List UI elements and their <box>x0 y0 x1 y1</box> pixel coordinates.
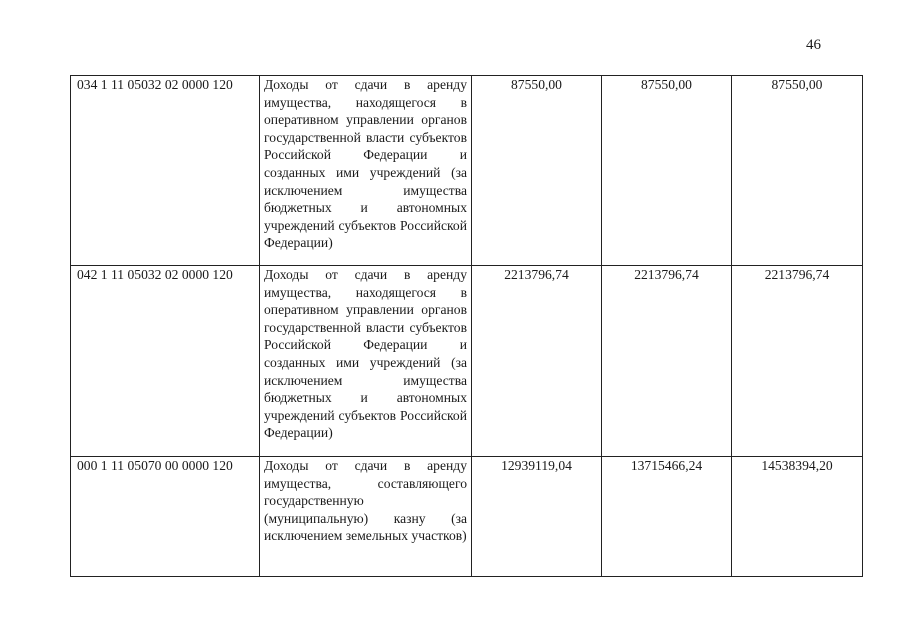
value-cell-3: 87550,00 <box>732 76 863 266</box>
value-cell-3: 14538394,20 <box>732 457 863 577</box>
budget-code-cell: 034 1 11 05032 02 0000 120 <box>71 76 260 266</box>
description-cell <box>260 457 472 577</box>
value-cell-2: 13715466,24 <box>602 457 732 577</box>
description-text: Доходы от сдачи в аренду имущества, составляющего государственную (муниципальную) казну (за исключением земельных участков) <box>264 458 467 544</box>
table-row <box>71 457 863 577</box>
value-cell-3: 2213796,74 <box>732 266 863 457</box>
value-cell-1: 2213796,74 <box>472 266 602 457</box>
page-number: 46 <box>806 37 821 53</box>
table-row <box>71 266 863 457</box>
budget-code-cell: 042 1 11 05032 02 0000 120 <box>71 266 260 457</box>
value-cell-2: 2213796,74 <box>602 266 732 457</box>
value-cell-1: 87550,00 <box>472 76 602 266</box>
value-cell-2: 87550,00 <box>602 76 732 266</box>
description-text: Доходы от сдачи в аренду имущества, находящегося в оперативном управлении органов государственной власти субъектов Российской Федерации и созданных ими учреждений (за исключением имущества бюджетных и автономных учреждений субъектов Российской Федерации) <box>264 267 467 441</box>
description-cell <box>260 266 472 457</box>
revenue-table <box>70 75 863 577</box>
budget-code-cell: 000 1 11 05070 00 0000 120 <box>71 457 260 577</box>
value-cell-1: 12939119,04 <box>472 457 602 577</box>
description-cell <box>260 76 472 266</box>
description-text: Доходы от сдачи в аренду имущества, находящегося в оперативном управлении органов государственной власти субъектов Российской Федерации и созданных ими учреждений (за исключением имущества бюджетных и автономных учреждений субъектов Российской Федерации) <box>264 77 467 251</box>
table-row <box>71 76 863 266</box>
